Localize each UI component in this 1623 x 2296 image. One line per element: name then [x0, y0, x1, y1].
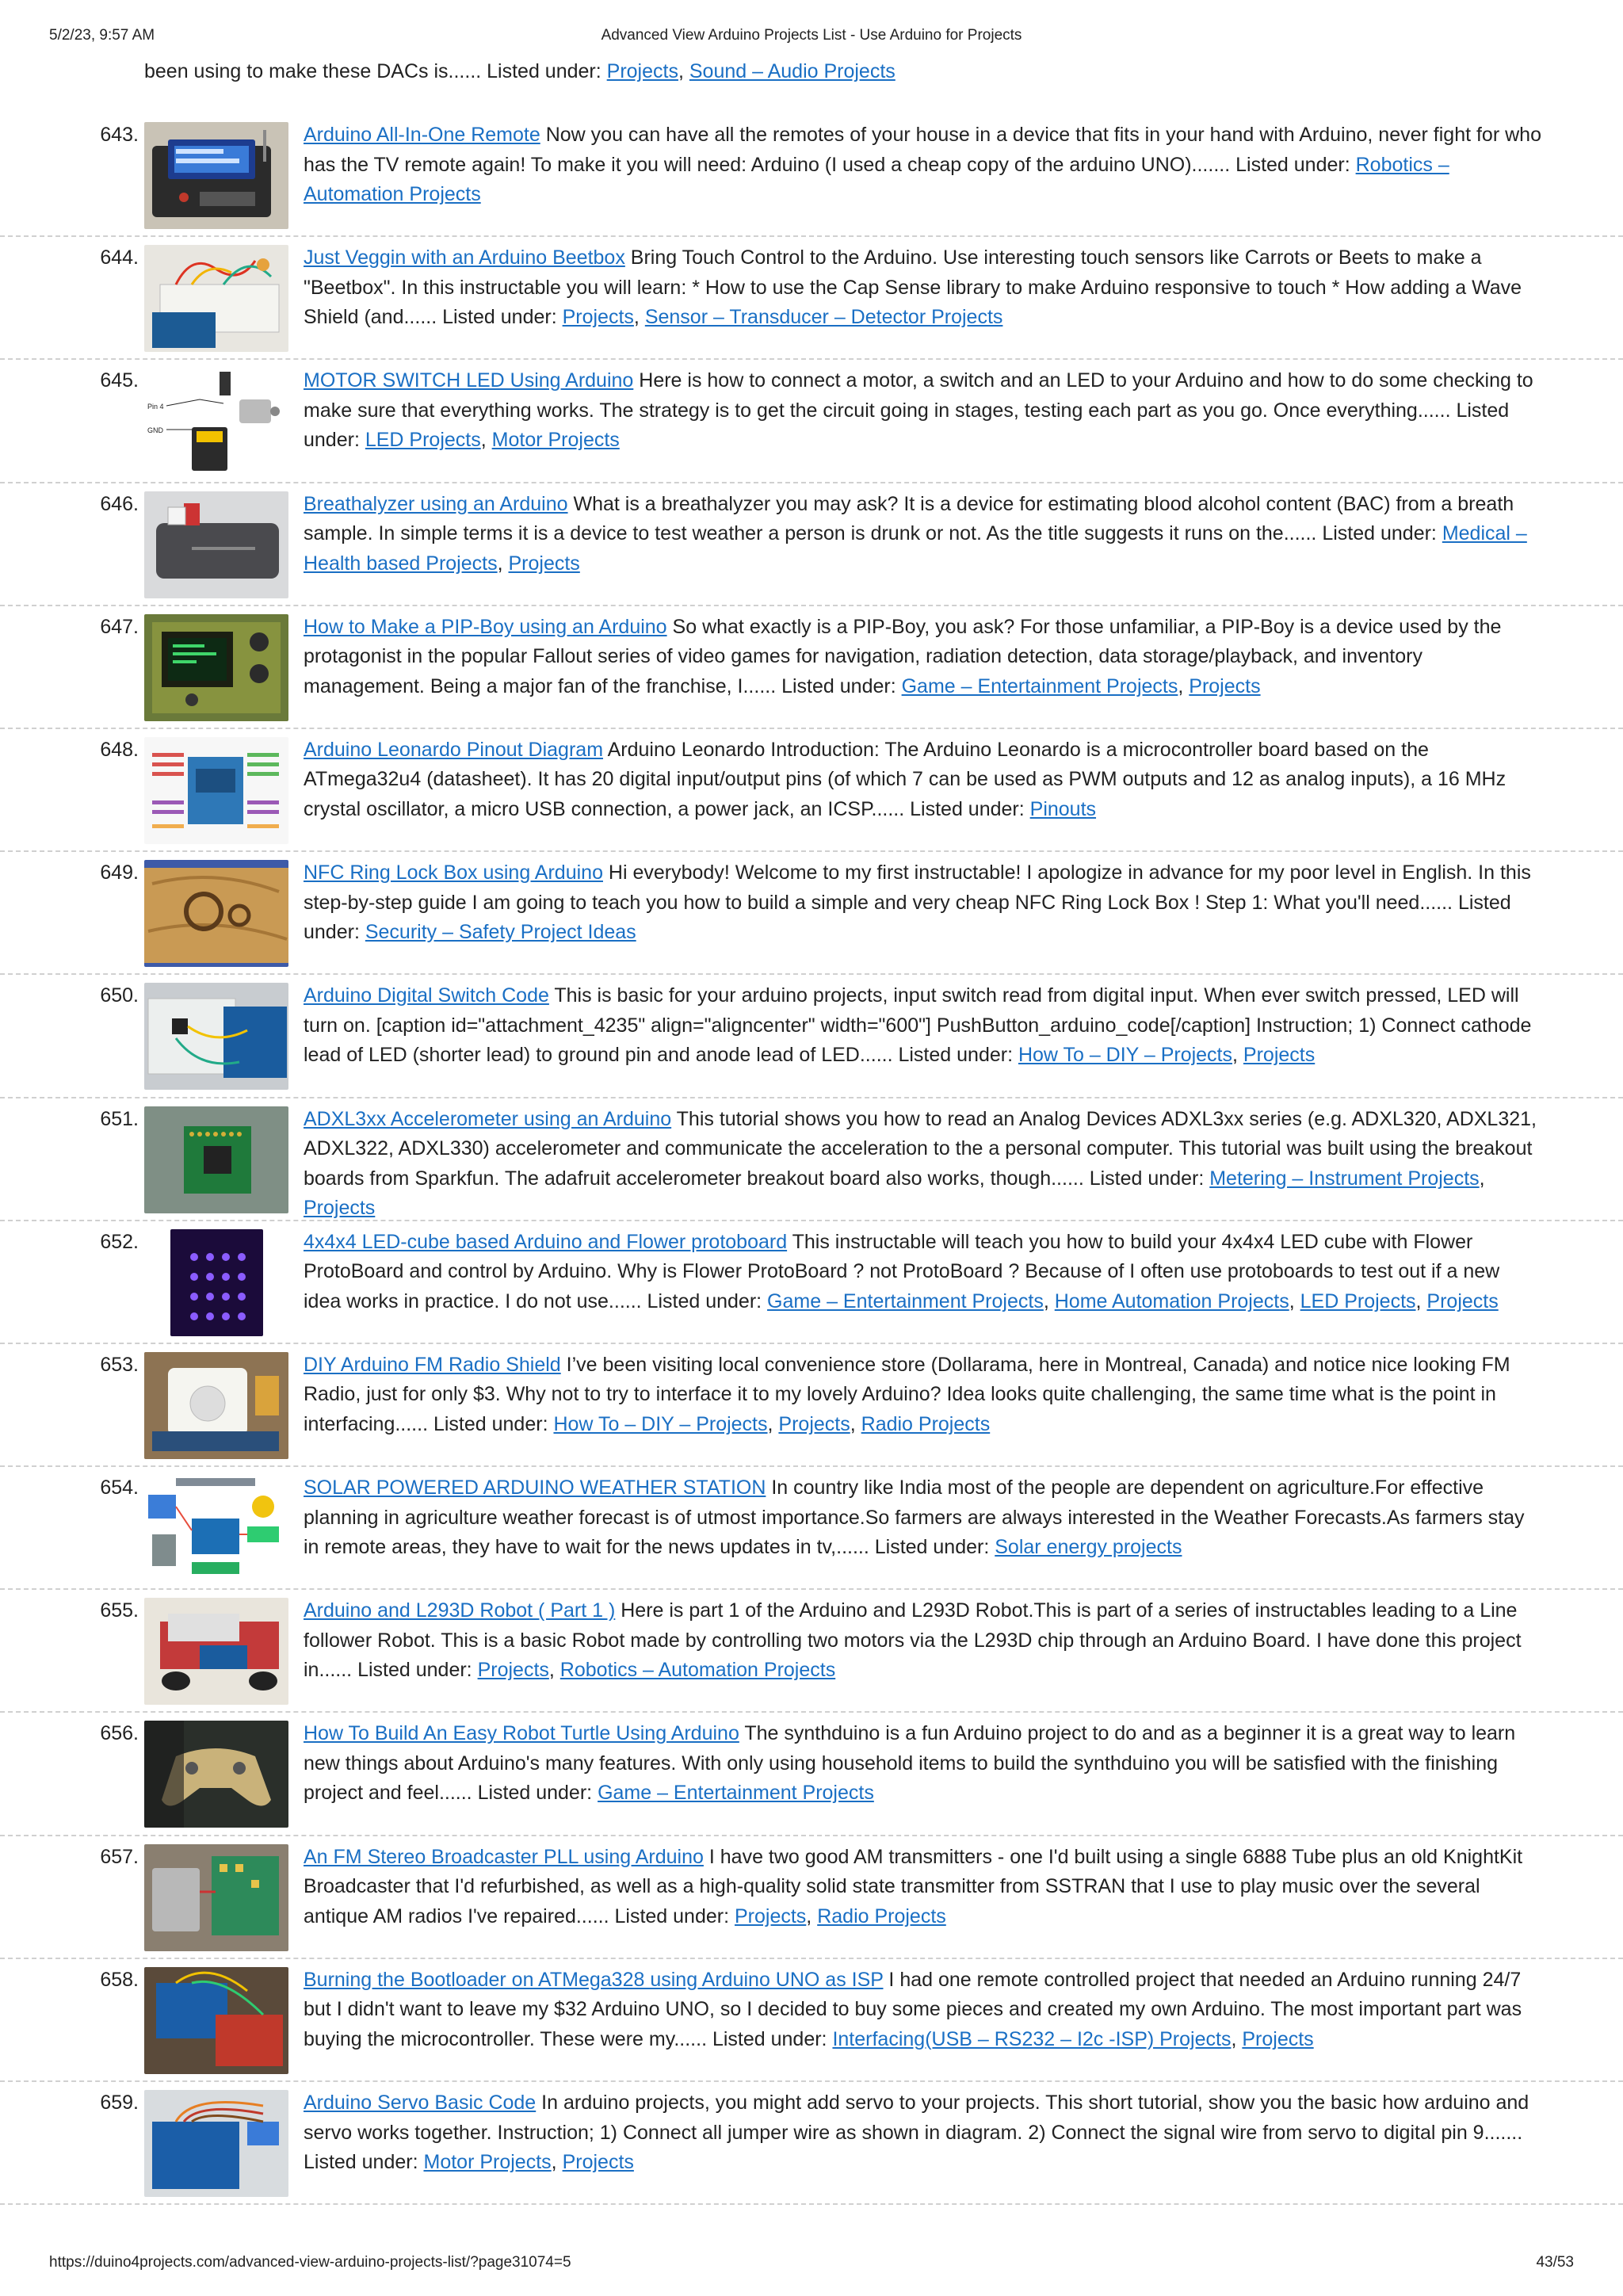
category-link[interactable]: How To – DIY – Projects [553, 1412, 768, 1435]
list-item [0, 360, 1623, 483]
servo-arduino-photo [144, 2179, 288, 2197]
pinout-diagram [144, 827, 288, 844]
project-thumbnail[interactable] [144, 245, 288, 352]
list-item [0, 606, 1623, 729]
continued-entry-description: been using to make these DACs is...... Listed under: [144, 60, 607, 82]
gamepad-photo [144, 1810, 288, 1828]
entry-number: 648. [100, 738, 139, 761]
entry-text [304, 735, 1542, 825]
project-thumbnail[interactable] [144, 983, 288, 1090]
entry-text: Arduino and L293D Robot ( Part 1 ) Here is part 1 of the Arduino and L293D Robot.This is part of a series of instructables leading to a Line follower Robot. This is a basic Robot made by controlling two motors via the L293D chip through an Arduino Board. I have done this project in...... Listed under: Projects, Robotics – Automation Projects [304, 1599, 1522, 1682]
list-item [0, 1713, 1623, 1836]
category-link[interactable]: Projects [778, 1412, 850, 1435]
category-link[interactable]: Radio Projects [817, 1904, 946, 1927]
lcd-remote-photo [144, 212, 288, 229]
category-link[interactable]: Metering – Instrument Projects [1209, 1167, 1480, 1190]
project-description: What is a breathalyzer you may ask? It is a device for estimating blood alcohol content (BAC) from a breath sample. In simple terms it is a device to test weather a person is drunk or not. As the title suggests it runs on the...... Listed under: [304, 492, 1514, 545]
entry-text: MOTOR SWITCH LED Using Arduino Here is how to connect a motor, a switch and an LED to your Arduino and how to do some checking to make sure that everything works. The strategy is to get the circuit going in stages, testing each part as you go. Once everything...... Listed under: LED Projects, Motor Projects [304, 369, 1533, 452]
category-link[interactable]: Projects [304, 1197, 376, 1219]
project-title-link[interactable]: SOLAR POWERED ARDUINO WEATHER STATION [304, 1477, 766, 1499]
breadboard-wires-photo [144, 334, 288, 352]
entry-number: 644. [100, 246, 139, 269]
breathalyzer-device-photo [144, 581, 288, 598]
list-item [0, 852, 1623, 975]
entry-number: 647. [100, 615, 139, 638]
project-title-link[interactable]: DIY Arduino FM Radio Shield [304, 1353, 561, 1376]
project-thumbnail[interactable] [144, 1721, 288, 1828]
project-description: The synthduino is a fun Arduino project to do and as a beginner it is a great way to learn new things about Arduino's many features. With only using household items to build the synthduino you will be satisfied with the finishing project and feel...... Listed under: [304, 1722, 1516, 1805]
entry-number: 653. [100, 1353, 139, 1376]
list-item [0, 1344, 1623, 1467]
project-description: In country like India most of the people are dependent on agriculture.For effective planning in agriculture weather forecast is of utmost importance.So farmers are always interested in the Weather Forecasts.As farmers stay in remote areas, they have to wait for the news updates in tv,...... Listed under: [304, 1477, 1525, 1559]
category-link[interactable]: Home Automation Projects [1054, 1289, 1289, 1312]
category-link[interactable]: Projects [508, 552, 580, 575]
project-thumbnail[interactable] [144, 737, 288, 844]
entry-number: 645. [100, 369, 139, 392]
entry-number: 650. [100, 984, 139, 1007]
print-header [49, 27, 1574, 48]
entry-text: 4x4x4 LED-cube based Arduino and Flower protoboard This instructable will teach you how to build your 4x4x4 LED cube with Flower ProtoBoard and control by Arduino. Why is Flower ProtoBoard ? not ProtoBoard ? Because of I often use protoboards to test out if a new idea works in practice. I do not use...... Listed under: Game – Entertainment Projects, Home Automation Projects, LED Projects, Projects [304, 1230, 1500, 1312]
category-link[interactable]: Projects [734, 1904, 807, 1927]
entry-text: Breathalyzer using an Arduino What is a breathalyzer you may ask? It is a device for estimating blood alcohol content (BAC) from a breath sample. In simple terms it is a device to test weather a person is drunk or not. As the title suggests it runs on the...... Listed under: Medical – Health based Projects, Projects [304, 492, 1527, 575]
entry-number: 657. [100, 1845, 139, 1868]
arduino-isp-photo [144, 2057, 288, 2074]
motor-circuit-diagram [144, 403, 288, 475]
pipboy-panel-photo [144, 704, 288, 721]
category-link[interactable]: Projects [562, 2151, 634, 2173]
transmitter-board-photo [144, 1934, 288, 1951]
robot-chassis-photo [144, 1687, 288, 1705]
entries-list [0, 114, 1623, 2205]
entry-text: ADXL3xx Accelerometer using an Arduino This tutorial shows you how to read an Analog Devices ADXL3xx series (e.g. ADXL320, ADXL321, ADXL322, ADXL330) accelerometer and communicate the acceleration to the a personal computer. This tutorial was built using the breakout boards from Sparkfun. The adafruit accelerometer breakout board also works, though...... Listed under: Metering – Instrument Projects, Projects [304, 1107, 1537, 1219]
project-thumbnail[interactable] [144, 1352, 288, 1459]
entry-text [304, 858, 1542, 948]
project-title-link[interactable]: How To Build An Easy Robot Turtle Using Arduino [304, 1722, 739, 1745]
project-title-link[interactable]: ADXL3xx Accelerometer using an Arduino [304, 1107, 672, 1130]
category-link[interactable]: Projects [1426, 1289, 1499, 1312]
list-item [0, 1098, 1623, 1221]
project-description: So what exactly is a PIP-Boy, you ask? For those unfamiliar, a PIP-Boy is a device used by the protagonist in the popular Fallout series of video games for navigation, radiation detection, data storage/playback, and inventory management. Being a major fan of the franchise, I...... Listed under: [304, 615, 1502, 697]
list-item [0, 1590, 1623, 1713]
project-description: Hi everybody! Welcome to my first instructable! I apologize in advance for my poor level in English. In this step-by-step guide I am going to teach you how to build a simple and very cheap NFC Ring Lock Box ! Step 1: What you'll need...... Listed under: [304, 861, 1531, 944]
category-link[interactable]: Solar energy projects [995, 1536, 1182, 1559]
project-description: This is basic for your arduino projects, input switch read from digital input. When ever switch pressed, LED will turn on. [caption id="attachment_4235" align="aligncenter" width="600"] PushButton_arduino_code[/caption] Instruction; 1) Connect cathode lead of LED (shorter lead) to ground pin and anode lead of LED...... Listed under: [304, 984, 1532, 1067]
print-footer [49, 2254, 1574, 2275]
entry-text: Just Veggin with an Arduino Beetbox Bring Touch Control to the Arduino. Use interesting touch sensors like Carrots or Beets to make a "Beetbox". In this instructable you will learn: * How to use the Cap Sense library to make Arduino responsive to touch * How adding a Wave Shield (and...... Listed under: Projects, Sensor – Transducer – Detector Projects [304, 246, 1522, 329]
print-page-title: Advanced View Arduino Projects List - Use Arduino for Projects [601, 27, 1022, 44]
entry-text: Arduino Digital Switch Code This is basic for your arduino projects, input switch read from digital input. When ever switch pressed, LED will turn on. [caption id="attachment_4235" align="aligncenter" width="600"] PushButton_arduino_code[/caption] Instruction; 1) Connect cathode lead of LED (shorter lead) to ground pin and anode lead of LED...... Listed under: How To – DIY – Projects, Projects [304, 984, 1532, 1067]
category-link[interactable]: Motor Projects [423, 2151, 552, 2173]
category-link[interactable]: Security – Safety Project Ideas [365, 921, 636, 944]
entry-text [304, 1473, 1542, 1563]
entry-number: 652. [100, 1230, 139, 1253]
project-description: This tutorial shows you how to read an Analog Devices ADXL3xx series (e.g. ADXL320, ADXL321, ADXL322, ADXL330) accelerometer and communicate the acceleration to the a personal computer. This tutorial was built using the breakout boards from Sparkfun. The adafruit accelerometer breakout board also works, though...... Listed under: [304, 1107, 1537, 1190]
list-item [0, 1836, 1623, 1959]
category-link[interactable]: Projects [1189, 674, 1261, 697]
project-thumbnail[interactable] [144, 122, 288, 229]
accelerometer-board-photo [144, 1196, 288, 1213]
project-title-link[interactable]: MOTOR SWITCH LED Using Arduino [304, 369, 634, 392]
category-link[interactable]: How To – DIY – Projects [1018, 1044, 1233, 1067]
category-link[interactable]: Projects [606, 60, 678, 82]
category-link[interactable]: Projects [1242, 2027, 1314, 2050]
project-description: Here is part 1 of the Arduino and L293D Robot.This is part of a series of instructables leading to a Line follower Robot. This is a basic Robot made by controlling two motors via the L293D chip through an Arduino Board. I have done this project in...... Listed under: [304, 1599, 1522, 1682]
entry-text: DIY Arduino FM Radio Shield I’ve been visiting local convenience store (Dollarama, here in Montreal, Canada) and notice nice looking FM Radio, just for only $3. Why not to try to interface it to my lovely Arduino? Idea looks quite challenging, the same time what is the point in interfacing...... Listed under: How To – DIY – Projects, Projects, Radio Projects [304, 1353, 1510, 1435]
list-item [0, 1221, 1623, 1344]
svg-text:GND: GND [147, 426, 163, 435]
entry-number: 654. [100, 1477, 139, 1499]
project-title-link[interactable]: 4x4x4 LED-cube based Arduino and Flower protoboard [304, 1230, 788, 1253]
category-link[interactable]: Sensor – Transducer – Detector Projects [644, 306, 1003, 329]
project-thumbnail[interactable] [144, 2090, 288, 2197]
entry-number: 659. [100, 2092, 139, 2114]
project-thumbnail[interactable] [144, 1967, 288, 2074]
project-thumbnail[interactable] [170, 1229, 263, 1336]
project-title-link[interactable]: Arduino All-In-One Remote [304, 124, 540, 146]
project-thumbnail[interactable] [144, 1844, 288, 1951]
entry-number: 651. [100, 1107, 139, 1130]
project-description: Here is how to connect a motor, a switch and an LED to your Arduino and how to do some checking to make sure that everything works. The strategy is to get the circuit going in stages, testing each part as you go. Once everything...... Listed under: [304, 369, 1533, 452]
list-item [0, 1467, 1623, 1590]
wooden-box-photo [144, 949, 288, 967]
category-link[interactable]: Pinouts [1029, 797, 1097, 820]
list-item [0, 2082, 1623, 2205]
category-link[interactable]: Projects [562, 306, 634, 329]
print-datetime: 5/2/23, 9:57 AM [49, 27, 155, 44]
project-title-link[interactable]: Arduino and L293D Robot ( Part 1 ) [304, 1599, 616, 1622]
entry-text: How to Make a PIP-Boy using an Arduino So what exactly is a PIP-Boy, you ask? For those unfamiliar, a PIP-Boy is a device used by the protagonist in the popular Fallout series of video games for navigation, radiation detection, data storage/playback, and inventory management. Being a major fan of the franchise, I...... Listed under: Game – Entertainment Projects, Projects [304, 615, 1502, 697]
category-link[interactable]: Projects [477, 1659, 549, 1682]
project-thumbnail[interactable] [144, 614, 288, 721]
category-link[interactable]: Interfacing(USB – RS232 – I2c -ISP) Projects [832, 2027, 1232, 2050]
entry-number: 643. [100, 124, 139, 146]
project-description: Arduino Leonardo Introduction: The Arduino Leonardo is a microcontroller board based on the ATmega32u4 (datasheet). It has 20 digital input/output pins (of which 7 can be used as PWM outputs and 12 as analog inputs), a 16 MHz crystal oscillator, a micro USB connection, a power jack, an ICSP...... Listed under: [304, 738, 1507, 820]
project-title-link[interactable]: Burning the Bootloader on ATMega328 using Arduino UNO as ISP [304, 1968, 884, 1991]
entry-text: An FM Stereo Broadcaster PLL using Arduino I have two good AM transmitters - one I'd built using a single 6888 Tube plus an old KnightKit Broadcaster that I'd refurbished, as well as a high-quality solid state transmitter from SSTRAN that I use to play music over the several antique AM radios I've repaired...... Listed under: Projects, Radio Projects [304, 1845, 1523, 1927]
entry-number: 658. [100, 1968, 139, 1991]
project-thumbnail[interactable] [144, 1598, 288, 1705]
list-item [0, 483, 1623, 606]
project-title-link[interactable]: NFC Ring Lock Box using Arduino [304, 861, 603, 884]
category-link[interactable]: Sound – Audio Projects [689, 60, 896, 82]
list-item [0, 237, 1623, 360]
category-link[interactable]: Motor Projects [491, 429, 620, 452]
category-link[interactable]: Robotics – Automation Projects [559, 1659, 836, 1682]
category-link[interactable]: Projects [1243, 1044, 1316, 1067]
weather-station-diagram [144, 1564, 288, 1582]
list-item [0, 114, 1623, 237]
project-description: Bring Touch Control to the Arduino. Use interesting touch sensors like Carrots or Beets to make a "Beetbox". In this instructable you will learn: * How to use the Cap Sense library to make Arduino responsive to touch * How adding a Wave Shield (and...... Listed under: [304, 246, 1522, 329]
entry-text [304, 120, 1542, 210]
entry-text [304, 1719, 1542, 1809]
project-description: This instructable will teach you how to build your 4x4x4 LED cube with Flower ProtoBoard and control by Arduino. Why is Flower ProtoBoard ? not ProtoBoard ? Because of I often use protoboards to test out if a new idea works in practice. I do not use...... Listed under: [304, 1230, 1500, 1312]
switch-breadboard-photo [144, 1072, 288, 1090]
continued-entry-text: been using to make these DACs is...... Listed under: Projects, Sound – Audio Projects [144, 60, 896, 82]
print-page-number: 43/53 [1536, 2254, 1574, 2271]
category-link[interactable]: LED Projects [365, 429, 481, 452]
print-url: https://duino4projects.com/advanced-view-arduino-projects-list/?page31074=5 [49, 2254, 571, 2271]
list-item [0, 975, 1623, 1098]
entry-number: 656. [100, 1722, 139, 1745]
category-link[interactable]: Radio Projects [861, 1412, 991, 1435]
led-cube-photo [170, 1319, 263, 1336]
category-link[interactable]: Game – Entertainment Projects [901, 674, 1178, 697]
project-thumbnail[interactable] [144, 368, 288, 475]
project-title-link[interactable]: How to Make a PIP-Boy using an Arduino [304, 615, 667, 638]
entry-number: 655. [100, 1599, 139, 1622]
project-title-link[interactable]: Arduino Leonardo Pinout Diagram [304, 738, 604, 761]
project-description: In arduino projects, you might add servo to your projects. This short tutorial, show you the basic how arduino and servo works together. Instruction; 1) Connect all jumper wire as shown in diagram. 2) Connect the signal wire from servo to digital pin 9....... Listed under: [304, 2092, 1529, 2173]
project-title-link[interactable]: An FM Stereo Broadcaster PLL using Arduino [304, 1845, 704, 1868]
category-link[interactable]: Robotics – Automation Projects [304, 153, 1449, 205]
svg-text:Pin 4: Pin 4 [147, 403, 164, 411]
category-link[interactable]: Medical – Health based Projects [304, 522, 1527, 575]
entry-text: Arduino Servo Basic Code In arduino projects, you might add servo to your projects. This short tutorial, show you the basic how arduino and servo works together. Instruction; 1) Connect all jumper wire as shown in diagram. 2) Connect the signal wire from servo to digital pin 9....... Listed under: Motor Projects, Projects [304, 2092, 1529, 2173]
category-link[interactable]: LED Projects [1300, 1289, 1416, 1312]
entry-text: Burning the Bootloader on ATMega328 using Arduino UNO as ISP I had one remote controlled project that needed an Arduino running 24/7 but I didn't want to leave my $32 Arduino UNO, so I decided to buy some pieces and created my own Arduino. The most important part was buying the microcontroller. These were my...... Listed under: Interfacing(USB – RS232 – I2c -ISP) Projects, Projects [304, 1968, 1522, 2050]
project-description: I had one remote controlled project that needed an Arduino running 24/7 but I didn't want to leave my $32 Arduino UNO, so I decided to buy some pieces and created my own Arduino. The most important part was buying the microcontroller. These were my...... Listed under: [304, 1968, 1522, 2050]
project-thumbnail[interactable] [144, 860, 288, 967]
project-thumbnail[interactable] [144, 1106, 288, 1213]
project-title-link[interactable]: Breathalyzer using an Arduino [304, 492, 568, 515]
category-link[interactable]: Game – Entertainment Projects [598, 1782, 874, 1805]
list-item [0, 1959, 1623, 2082]
entry-number: 646. [100, 492, 139, 515]
project-title-link[interactable]: Arduino Servo Basic Code [304, 2092, 537, 2114]
fm-radio-photo [144, 1442, 288, 1459]
project-description: I have two good AM transmitters - one I'd built using a single 6888 Tube plus an old KnightKit Broadcaster that I'd refurbished, as well as a high-quality solid state transmitter from SSTRAN that I use to play music over the several antique AM radios I've repaired...... Listed under: [304, 1845, 1523, 1927]
project-description: I’ve been visiting local convenience store (Dollarama, here in Montreal, Canada) and notice nice looking FM Radio, just for only $3. Why not to try to interface it to my lovely Arduino? Idea looks quite challenging, the same time what is the point in interfacing...... Listed under: [304, 1353, 1510, 1435]
project-title-link[interactable]: Just Veggin with an Arduino Beetbox [304, 246, 625, 269]
project-thumbnail[interactable] [144, 491, 288, 598]
list-item [0, 729, 1623, 852]
project-title-link[interactable]: Arduino Digital Switch Code [304, 984, 549, 1007]
project-description: Now you can have all the remotes of your house in a device that fits in your hand with Arduino, never fight for who has the TV remote again! To make it you will need: Arduino (I used a cheap copy of the arduino UNO)....... Listed under: [304, 124, 1541, 176]
category-link[interactable]: Game – Entertainment Projects [767, 1289, 1044, 1312]
project-thumbnail[interactable] [144, 1475, 288, 1582]
entry-number: 649. [100, 861, 139, 884]
